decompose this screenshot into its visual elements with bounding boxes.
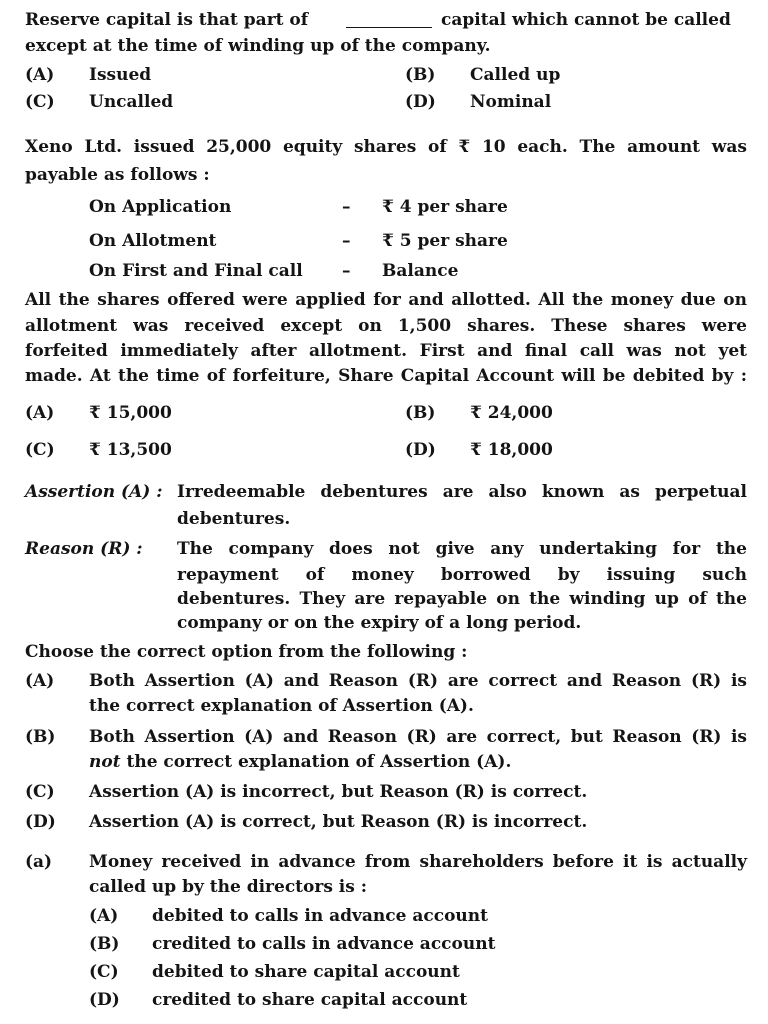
q2-intro-line2: payable as follows :: [25, 165, 210, 185]
q3-option-d-text: Assertion (A) is correct, but Reason (R) is incorrect.: [89, 812, 588, 832]
q3-instruction: Choose the correct option from the following :: [25, 642, 468, 662]
q2-body-line4: made. At the time of forfeiture, Share Capital Account will be debited by :: [25, 366, 747, 386]
q2-row-final-call-amount: Balance: [382, 261, 459, 281]
q1-option-a-label: (A): [25, 65, 55, 85]
q1-text-start: Reserve capital is that part of: [25, 10, 309, 30]
q2-option-b-text: ₹ 24,000: [470, 403, 553, 423]
q4-option-b-label: (B): [89, 934, 120, 954]
q1-option-b-text: Called up: [470, 65, 561, 85]
q1-option-d-label: (D): [405, 92, 436, 112]
q2-row-allotment-amount: ₹ 5 per share: [382, 231, 508, 251]
q3-assertion-label: Assertion (A) :: [25, 482, 163, 502]
q3-option-b-label: (B): [25, 727, 56, 747]
q2-row-application-amount: ₹ 4 per share: [382, 197, 508, 217]
q4-option-a-label: (A): [89, 906, 119, 926]
q2-body-line3: forfeited immediately after allotment. First and final call was not yet: [25, 341, 747, 361]
q1-option-c-text: Uncalled: [89, 92, 174, 112]
q1-text-line2: except at the time of winding up of the company.: [25, 36, 491, 56]
q4-option-c-text: debited to share capital account: [152, 962, 460, 982]
q3-option-a-label: (A): [25, 671, 55, 691]
q4-option-a-text: debited to calls in advance account: [152, 906, 489, 926]
q2-intro-line1: Xeno Ltd. issued 25,000 equity shares of ₹ 10 each. The amount was: [25, 137, 747, 157]
q4-option-c-label: (C): [89, 962, 119, 982]
q3-option-b-line2-rest: the correct explanation of Assertion (A).: [120, 752, 512, 772]
q2-row-final-call-dash: –: [342, 261, 351, 281]
q2-option-c-text: ₹ 13,500: [89, 440, 172, 460]
q3-option-d-label: (D): [25, 812, 56, 832]
q2-body-line1: All the shares offered were applied for and allotted. All the money due on: [25, 290, 747, 310]
q2-row-application-stage: On Application: [89, 197, 232, 217]
q3-assertion-line1: Irredeemable debentures are also known as perpetual: [177, 482, 747, 502]
q3-option-b-line1: Both Assertion (A) and Reason (R) are correct, but Reason (R) is: [89, 727, 747, 747]
q3-option-a-line1: Both Assertion (A) and Reason (R) are correct and Reason (R) is: [89, 671, 747, 691]
q2-option-c-label: (C): [25, 440, 55, 460]
q3-option-c-text: Assertion (A) is incorrect, but Reason (R) is correct.: [89, 782, 588, 802]
q1-blank: [346, 27, 432, 28]
q3-reason-line3: debentures. They are repayable on the winding up of the: [177, 589, 747, 609]
q4-label: (a): [25, 852, 53, 872]
q2-row-allotment-dash: –: [342, 231, 351, 251]
q1-option-d-text: Nominal: [470, 92, 552, 112]
q3-reason-line1: The company does not give any undertaking for the: [177, 539, 747, 559]
q4-option-d-label: (D): [89, 990, 120, 1010]
q1-option-c-label: (C): [25, 92, 55, 112]
q4-option-b-text: credited to calls in advance account: [152, 934, 496, 954]
q1-text-end: capital which cannot be called: [441, 10, 731, 30]
q3-option-b-line2: [89, 752, 511, 772]
q1-option-a-text: Issued: [89, 65, 152, 85]
q1-option-b-label: (B): [405, 65, 436, 85]
q4-text-line1: Money received in advance from shareholders before it is actually: [89, 852, 747, 872]
q2-row-application-dash: –: [342, 197, 351, 217]
q2-row-final-call-stage: On First and Final call: [89, 261, 303, 281]
q3-option-b-emphasis: not: [89, 752, 121, 772]
q2-option-a-label: (A): [25, 403, 55, 423]
q4-option-d-text: credited to share capital account: [152, 990, 468, 1010]
q2-option-b-label: (B): [405, 403, 436, 423]
q3-assertion-line2: debentures.: [177, 509, 291, 529]
q2-row-allotment-stage: On Allotment: [89, 231, 217, 251]
q4-text-line2: called up by the directors is :: [89, 877, 368, 897]
q3-option-c-label: (C): [25, 782, 55, 802]
q3-option-a-line2: the correct explanation of Assertion (A).: [89, 696, 474, 716]
q2-option-a-text: ₹ 15,000: [89, 403, 172, 423]
q3-reason-line2: repayment of money borrowed by issuing such: [177, 565, 747, 585]
q3-reason-line4: company or on the expiry of a long period.: [177, 613, 582, 633]
q2-option-d-label: (D): [405, 440, 436, 460]
q3-reason-label: Reason (R) :: [25, 539, 143, 559]
q2-option-d-text: ₹ 18,000: [470, 440, 553, 460]
q2-body-line2: allotment was received except on 1,500 shares. These shares were: [25, 316, 747, 336]
